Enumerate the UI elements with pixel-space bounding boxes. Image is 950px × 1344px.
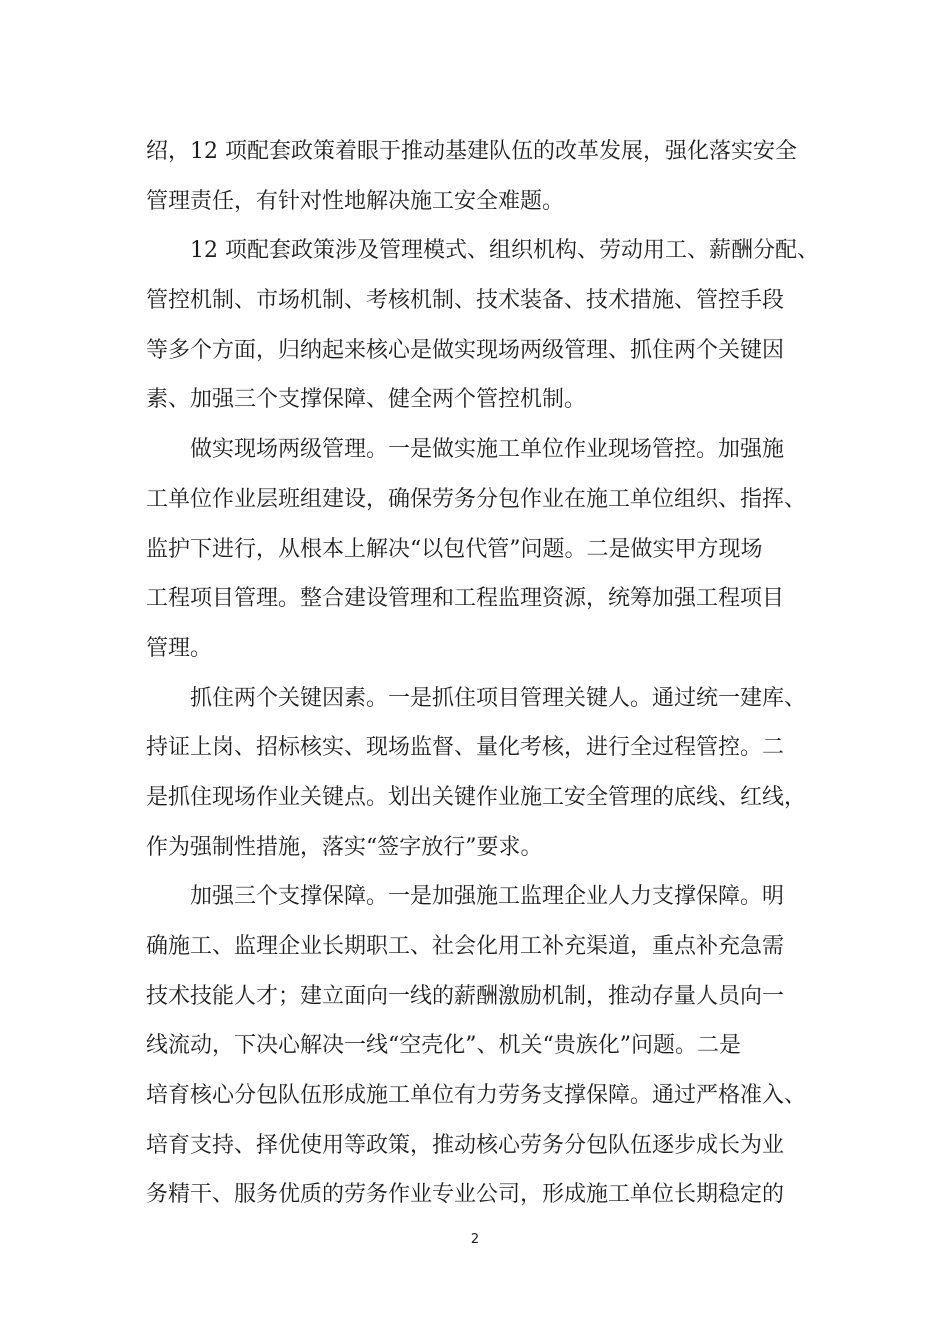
text-line: 抓住两个关键因素。一是抓住项目管理关键人。通过统一建库、 bbox=[146, 685, 807, 711]
text-line: 作为强制性措施，落实“签字放行”要求。 bbox=[146, 834, 543, 860]
text-line: 管理。 bbox=[146, 635, 213, 661]
text-line: 工单位作业层班组建设，确保劳务分包作业在施工单位组织、指挥、 bbox=[146, 486, 807, 512]
body-text bbox=[146, 127, 819, 1220]
text-line: 管理责任，有针对性地解决施工安全难题。 bbox=[146, 188, 565, 214]
text-line: 绍，12 项配套政策着眼于推动基建队伍的改革发展，强化落实安全 bbox=[146, 139, 797, 164]
text-line: 培育核心分包队伍形成施工单位有力劳务支撑保障。通过严格准入、 bbox=[146, 1083, 807, 1109]
text-line: 管控机制、市场机制、考核机制、技术装备、技术措施、管控手段 bbox=[146, 288, 785, 314]
text-line: 工程项目管理。整合建设管理和工程监理资源，统筹加强工程项目 bbox=[146, 586, 785, 612]
text-line: 是抓住现场作业关键点。划出关键作业施工安全管理的底线、红线， bbox=[146, 784, 807, 810]
text-line: 加强三个支撑保障。一是加强施工监理企业人力支撑保障。明 bbox=[146, 884, 785, 910]
text-line: 做实现场两级管理。一是做实施工单位作业现场管控。加强施 bbox=[146, 437, 785, 463]
page-number: 2 bbox=[470, 1232, 480, 1247]
text-line: 培育支持、择优使用等政策，推动核心劳务分包队伍逐步成长为业 bbox=[146, 1132, 785, 1158]
text-line: 12 项配套政策涉及管理模式、组织机构、劳动用工、薪酬分配、 bbox=[146, 238, 819, 264]
text-line: 素、加强三个支撑保障、健全两个管控机制。 bbox=[146, 387, 587, 413]
text-line: 等多个方面，归纳起来核心是做实现场两级管理、抓住两个关键因 bbox=[146, 337, 785, 363]
text-line: 线流动，下决心解决一线“空壳化”、机关“贵族化”问题。二是 bbox=[146, 1033, 741, 1059]
text-line: 务精干、服务优质的劳务作业专业公司，形成施工单位长期稳定的 bbox=[146, 1182, 785, 1208]
text-line: 技术技能人才；建立面向一线的薪酬激励机制，推动存量人员向一 bbox=[146, 983, 785, 1009]
text-line: 监护下进行，从根本上解决“以包代管”问题。二是做实甲方现场 bbox=[146, 536, 763, 562]
text-line: 持证上岗、招标核实、现场监督、量化考核，进行全过程管控。二 bbox=[146, 735, 785, 761]
text-line: 确施工、监理企业长期职工、社会化用工补充渠道，重点补充急需 bbox=[146, 934, 785, 959]
